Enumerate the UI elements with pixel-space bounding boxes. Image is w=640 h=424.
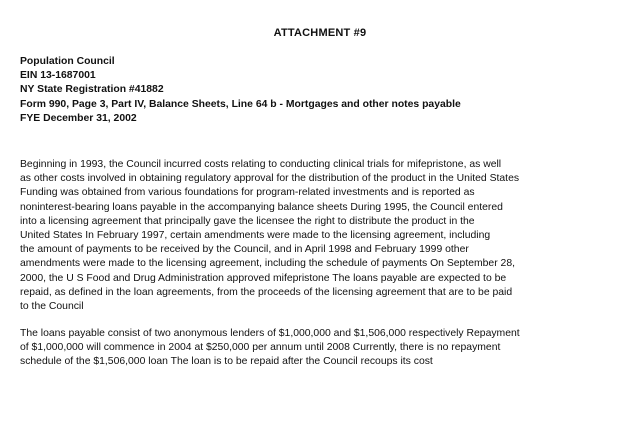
paragraph-line: of $1,000,000 will commence in 2004 at $250,000 per annum until 2008 Currently, there is no repayment <box>20 342 501 354</box>
header-line-form-reference: Form 990, Page 3, Part IV, Balance Sheets, Line 64 b - Mortgages and other notes payable <box>20 98 461 110</box>
paragraph-line: the amount of payments to be received by the Council, and in April 1998 and February 1999 other <box>20 244 469 256</box>
paragraph-line: Funding was obtained from various foundations for program-related investments and is reported as <box>20 187 475 199</box>
paragraph-loan-repayment <box>20 327 630 370</box>
header-line-registration: NY State Registration #41882 <box>20 84 164 96</box>
header-line-organization: Population Council <box>20 56 115 67</box>
paragraph-line: United States In February 1997, certain amendments were made to the licensing agreement, including <box>20 230 491 242</box>
paragraph-line: repaid, as defined in the loan agreements, from the proceeds of the licensing agreement that are to be paid <box>20 286 513 298</box>
paragraph-line: noninterest-bearing loans payable in the accompanying balance sheets During 1995, the Council entered <box>20 201 503 213</box>
paragraph-line: 2000, the U S Food and Drug Administration approved mifepristone The loans payable are expected to be <box>20 272 507 284</box>
header-line-ein: EIN 13-1687001 <box>20 70 96 82</box>
paragraph-line: as other costs involved in obtaining regulatory approval for the distribution of the product in the United States <box>20 173 520 185</box>
paragraph-line: schedule of the $1,506,000 loan The loan is to be repaid after the Council recoups its cost <box>20 356 433 368</box>
document-header <box>20 55 620 126</box>
document-title: ATTACHMENT #9 <box>273 27 367 39</box>
header-line-fiscal-year: FYE December 31, 2002 <box>20 112 137 124</box>
paragraph-line: Beginning in 1993, the Council incurred costs relating to conducting clinical trials for mifepristone, as well <box>20 159 502 170</box>
paragraph-line: The loans payable consist of two anonymous lenders of $1,000,000 and $1,506,000 respectively Repayment <box>20 328 520 339</box>
paragraph-line: amendments were made to the licensing agreement, including the schedule of payments On September 28, <box>20 258 515 270</box>
paragraph-mifepristone-loans <box>20 158 630 314</box>
paragraph-line: to the Council <box>20 301 84 313</box>
paragraph-line: into a licensing agreement that principally gave the licensee the right to distribute the product in the <box>20 215 475 227</box>
